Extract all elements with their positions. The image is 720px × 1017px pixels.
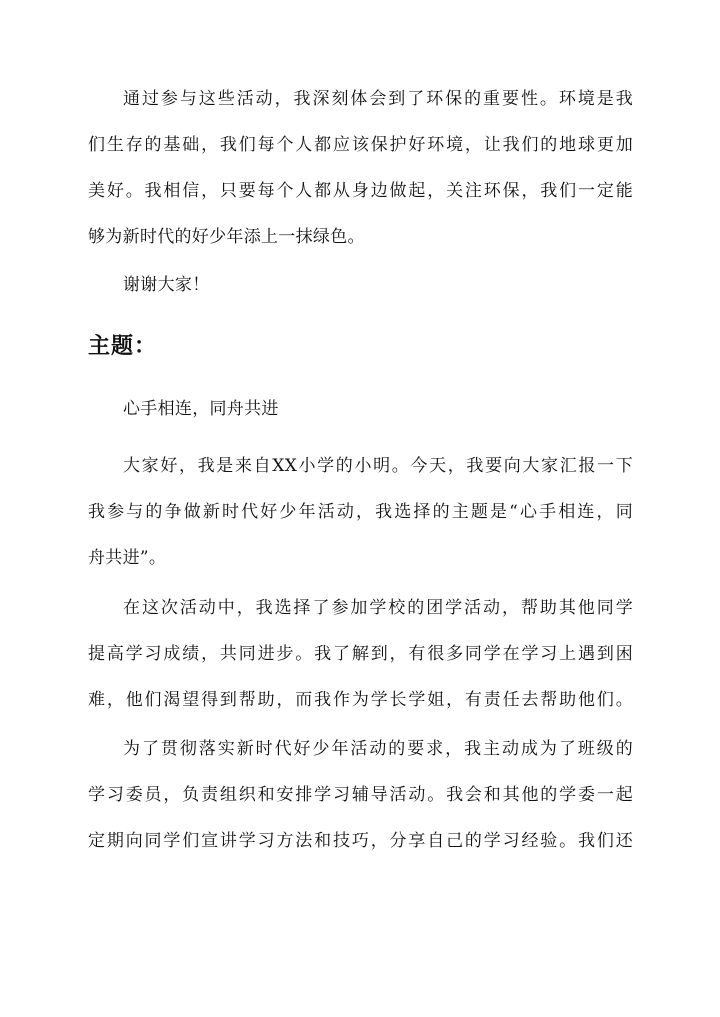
paragraph-line: 提高学习成绩，共同进步。我了解到，有很多同学在学习上遇到困 [88,644,633,664]
paragraph-line: 们生存的基础，我们每个人都应该保护好环境，让我们的地球更加 [88,135,633,155]
paragraph-line: 在这次活动中，我选择了参加学校的团学活动，帮助其他同学 [123,598,633,618]
thanks-line: 谢谢大家！ [123,275,210,295]
paragraph-line: 舟共进”。 [88,548,167,568]
paragraph-line: 美好。我相信，只要每个人都从身边做起，关注环保，我们一定能 [88,181,633,201]
section-heading: 主题： [88,334,158,359]
paragraph-line: 够为新时代的好少年添上一抹绿色。 [88,227,365,247]
paragraph-line: 学习委员，负责组织和安排学习辅导活动。我会和其他的学委一起 [88,785,633,805]
paragraph-study-committee [88,738,633,853]
theme-title-line: 心手相连，同舟共进 [123,399,279,419]
paragraph-introduction [88,455,633,570]
paragraph-line: 通过参与这些活动，我深刻体会到了环保的重要性。环境是我 [123,89,633,109]
paragraph-line: 我参与的争做新时代好少年活动，我选择的主题是“心手相连，同 [88,502,633,522]
closing-thanks [88,274,633,297]
paragraph-line: 定期向同学们宣讲学习方法和技巧，分享自己的学习经验。我们还 [88,831,633,851]
theme-title [88,398,633,421]
paragraph-line: 难，他们渴望得到帮助，而我作为学长学姐，有责任去帮助他们。 [88,690,633,710]
paragraph-environment [88,88,633,249]
paragraph-line: 大家好，我是来自XX小学的小明。今天，我要向大家汇报一下 [123,456,633,476]
paragraph-line: 为了贯彻落实新时代好少年活动的要求，我主动成为了班级的 [123,739,633,759]
paragraph-activity [88,597,633,712]
